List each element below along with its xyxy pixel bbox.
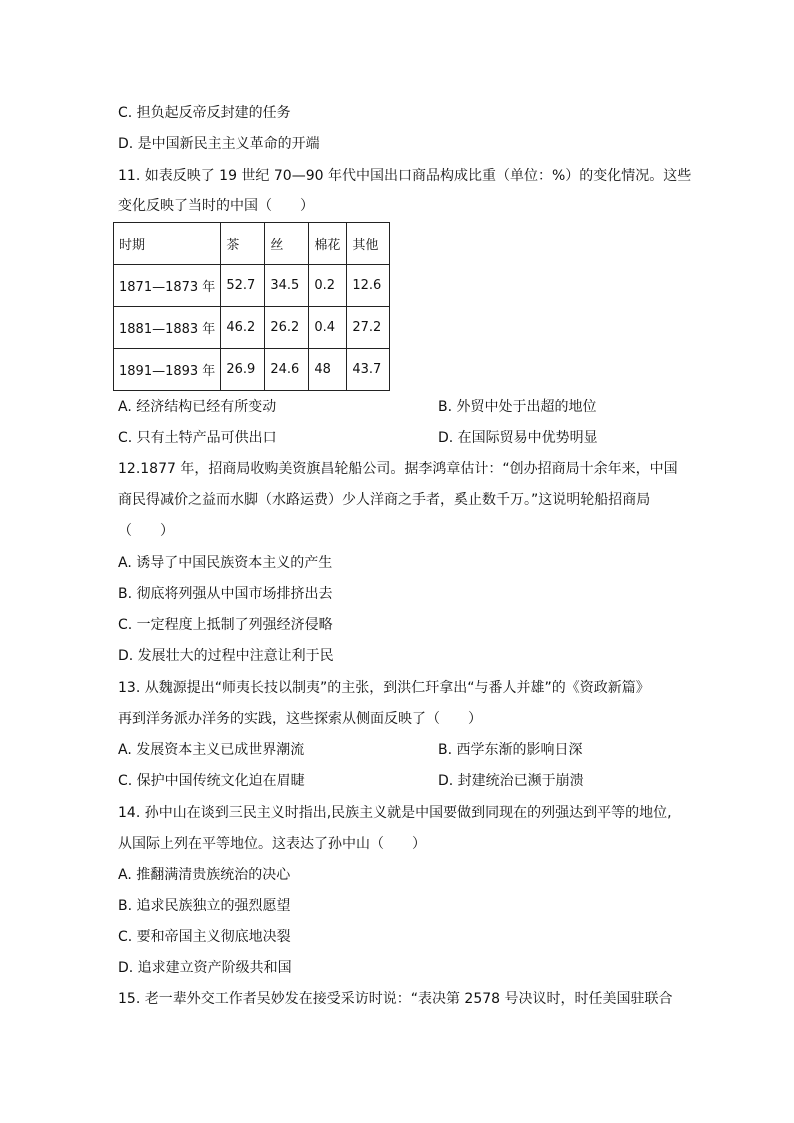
table-row <box>114 265 390 307</box>
q12-stem-line3: （ ） <box>118 523 174 539</box>
q12-option-c: C. 一定程度上抵制了列强经济侵略 <box>118 617 333 633</box>
table-cell: 26.2 <box>265 307 309 349</box>
table-cell: 48 <box>309 349 347 391</box>
table-header-cell: 茶 <box>221 223 265 265</box>
table-cell: 0.4 <box>309 307 347 349</box>
q14-option-d: D. 追求建立资产阶级共和国 <box>118 960 292 976</box>
q11-option-b: B. 外贸中处于出超的地位 <box>438 399 597 415</box>
q14-option-b: B. 追求民族独立的强烈愿望 <box>118 898 291 914</box>
q10-option-d: D. 是中国新民主主义革命的开端 <box>118 136 320 152</box>
table-cell: 1881—1883 年 <box>114 307 221 349</box>
table-cell: 34.5 <box>265 265 309 307</box>
export-structure-table <box>113 222 390 391</box>
q13-stem-line1: 13. 从魏源提出“师夷长技以制夷”的主张，到洪仁玕拿出“与番人并雄”的《资政新篇》 <box>118 680 650 696</box>
table-cell: 12.6 <box>347 265 390 307</box>
table-header-cell: 时期 <box>114 223 221 265</box>
q13-option-b: B. 西学东渐的影响日深 <box>438 742 583 758</box>
q13-option-d: D. 封建统治已濒于崩溃 <box>438 773 584 789</box>
q15-stem-line1: 15. 老一辈外交工作者吴妙发在接受采访时说：“表决第 2578 号决议时，时任美国驻联合 <box>118 991 673 1007</box>
table-cell: 26.9 <box>221 349 265 391</box>
q12-stem-line1: 12.1877 年，招商局收购美资旗昌轮船公司。据李鸿章估计：“创办招商局十余年来，中国 <box>118 461 678 477</box>
q13-option-a: A. 发展资本主义已成世界潮流 <box>118 742 305 758</box>
table-header-row <box>114 223 390 265</box>
q14-stem-line2: 从国际上列在平等地位。这表达了孙中山（ ） <box>118 836 426 852</box>
table-cell: 24.6 <box>265 349 309 391</box>
q12-stem-line2: 商民得减价之益而水脚（水路运费）少人洋商之手者，奚止数千万。”这说明轮船招商局 <box>118 492 651 508</box>
q14-stem-line1: 14. 孙中山在谈到三民主义时指出,民族主义就是中国要做到同现在的列强达到平等的地位, <box>118 805 672 821</box>
table-cell: 1871—1873 年 <box>114 265 221 307</box>
q13-option-c: C. 保护中国传统文化迫在眉睫 <box>118 773 305 789</box>
q11-option-a: A. 经济结构已经有所变动 <box>118 399 277 415</box>
table-cell: 43.7 <box>347 349 390 391</box>
table-cell: 27.2 <box>347 307 390 349</box>
q10-option-c: C. 担负起反帝反封建的任务 <box>118 105 291 121</box>
table-header-cell: 其他 <box>347 223 390 265</box>
q11-stem-line1: 11. 如表反映了 19 世纪 70—90 年代中国出口商品构成比重（单位：%）的变化情况。这些 <box>118 168 692 184</box>
q11-option-d: D. 在国际贸易中优势明显 <box>438 430 598 446</box>
q11-stem-line2: 变化反映了当时的中国（ ） <box>118 198 314 214</box>
table-row <box>114 307 390 349</box>
table-cell: 46.2 <box>221 307 265 349</box>
q12-option-a: A. 诱导了中国民族资本主义的产生 <box>118 555 333 571</box>
q14-option-a: A. 推翻满清贵族统治的决心 <box>118 867 291 883</box>
q13-stem-line2: 再到洋务派办洋务的实践，这些探索从侧面反映了（ ） <box>118 711 482 727</box>
q12-option-b: B. 彻底将列强从中国市场排挤出去 <box>118 586 333 602</box>
table-cell: 1891—1893 年 <box>114 349 221 391</box>
table-cell: 0.2 <box>309 265 347 307</box>
q11-option-c: C. 只有土特产品可供出口 <box>118 430 277 446</box>
table-header-cell: 棉花 <box>309 223 347 265</box>
table-cell: 52.7 <box>221 265 265 307</box>
table-row <box>114 349 390 391</box>
table-header-cell: 丝 <box>265 223 309 265</box>
q14-option-c: C. 要和帝国主义彻底地决裂 <box>118 929 291 945</box>
q12-option-d: D. 发展壮大的过程中注意让利于民 <box>118 648 334 664</box>
